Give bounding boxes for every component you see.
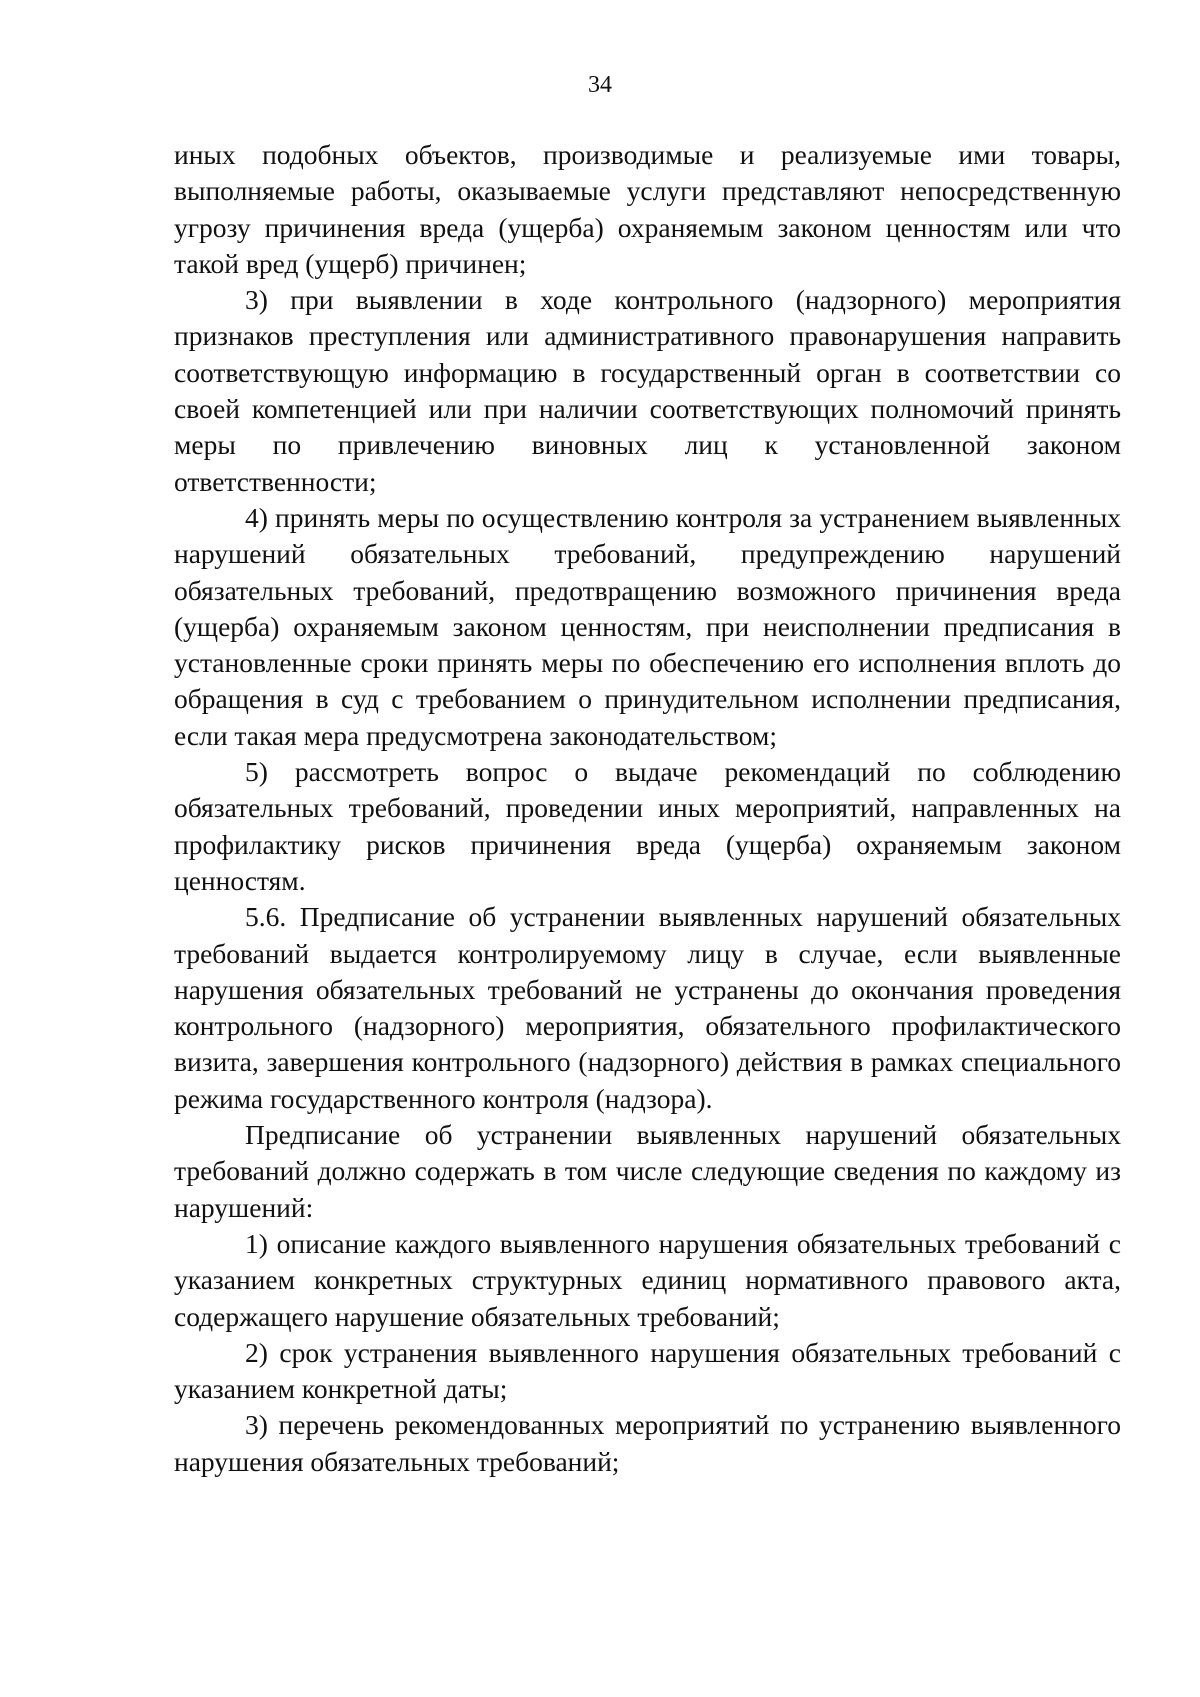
paragraph: 2) срок устранения выявленного нарушения обязательных требований с указанием конкретной даты; <box>174 1336 1121 1405</box>
paragraph: 5) рассмотреть вопрос о выдаче рекомендаций по соблюдению обязательных требований, проведении иных мероприятий, направленных на профилактику рисков причинения вреда (ущерба) охраняемым законом ценностям. <box>174 756 1121 896</box>
paragraph: 3) перечень рекомендованных мероприятий по устранению выявленного нарушения обязательных требований; <box>174 1409 1121 1477</box>
document-body <box>174 137 1121 1480</box>
paragraph: 5.6. Предписание об устранении выявленных нарушений обязательных требований выдается контролируемому лицу в случае, если выявленные нарушения обязательных требований не устранены до окончания проведения контрольного (надзорного) мероприятия, обязательного профилактического визита, завершения контрольного (надзорного) действия в рамках специального режима государственного контроля (надзора). <box>174 901 1121 1114</box>
page-number: 34 <box>588 72 612 98</box>
paragraph: Предписание об устранении выявленных нарушений обязательных требований должно содержать в том числе следующие сведения по каждому из нарушений: <box>174 1119 1121 1223</box>
paragraph: 3) при выявлении в ходе контрольного (надзорного) мероприятия признаков преступления или административного правонарушения направить соответствующую информацию в государственный орган в соответствии со своей компетенцией или при наличии соответствующих полномочий принять меры по привлечению виновных лиц к установленной законом ответственности; <box>174 284 1121 497</box>
paragraph: 4) принять меры по осуществлению контроля за устранением выявленных нарушений обязательных требований, предупреждению нарушений обязательных требований, предотвращению возможного причинения вреда (ущерба) охраняемым законом ценностям, при неисполнении предписания в установленные сроки принять меры по обеспечению его исполнения вплоть до обращения в суд с требованием о принудительном исполнении предписания, если такая мера предусмотрена законодательством; <box>174 501 1121 751</box>
paragraph: 1) описание каждого выявленного нарушения обязательных требований с указанием конкретных структурных единиц нормативного правового акта, содержащего нарушение обязательных требований; <box>174 1227 1121 1332</box>
paragraph: иных подобных объектов, производимые и реализуемые ими товары, выполняемые работы, оказываемые услуги представляют непосредственную угрозу причинения вреда (ущерба) охраняемым законом ценностям или что такой вред (ущерб) причинен; <box>174 139 1121 279</box>
